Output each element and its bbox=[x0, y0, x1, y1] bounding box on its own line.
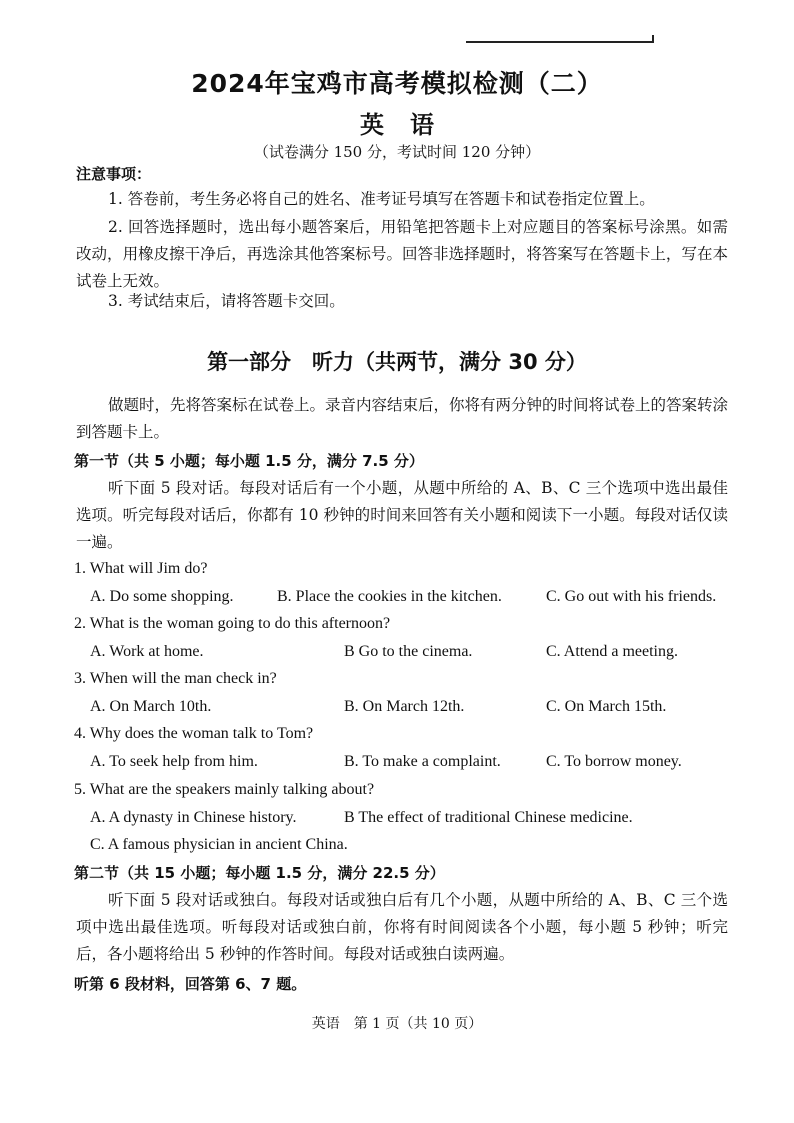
question-5-option-b: B The effect of traditional Chinese medicine. bbox=[344, 809, 633, 826]
question-5-stem: 5. What are the speakers mainly talking about? bbox=[74, 781, 375, 798]
question-2-option-b: B Go to the cinema. bbox=[344, 643, 473, 660]
question-4-option-a: A. To seek help from him. bbox=[90, 753, 258, 770]
section2-instructions: 听下面 5 段对话或独白。每段对话或独白后有几个小题，从题中所给的 A、B、C 三个选项中选出最佳选项。听每段对话或独白前，你将有时间阅读各个小题，每小题 5 秒钟；听完后，各小题将给出 5 秒钟的作答时间。每段对话或独白读两遍。 bbox=[76, 891, 728, 963]
subject-title: 英语 bbox=[360, 111, 460, 139]
part1-heading: 第一部分 听力（共两节，满分 30 分） bbox=[207, 350, 587, 374]
question-4-option-c: C. To borrow money. bbox=[546, 753, 682, 770]
notice-item-3: 3. 考试结束后，请将答题卡交回。 bbox=[108, 292, 345, 310]
notice-heading: 注意事项： bbox=[76, 165, 152, 183]
question-4-option-b: B. To make a complaint. bbox=[344, 753, 501, 770]
top-rule bbox=[466, 41, 654, 43]
question-5-option-a: A. A dynasty in Chinese history. bbox=[90, 809, 297, 826]
question-3-option-b: B. On March 12th. bbox=[344, 698, 465, 715]
section1-instructions: 听下面 5 段对话。每段对话后有一个小题，从题中所给的 A、B、C 三个选项中选出最佳选项。听完每段对话后，你都有 10 秒钟的时间来回答有关小题和阅读下一小题。每段对话仅读一遍。 bbox=[76, 479, 728, 551]
question-3-stem: 3. When will the man check in? bbox=[74, 670, 277, 687]
question-1-option-b: B. Place the cookies in the kitchen. bbox=[277, 588, 502, 605]
material-6-prompt: 听第 6 段材料，回答第 6、7 题。 bbox=[74, 975, 307, 993]
section2-heading: 第二节（共 15 小题；每小题 1.5 分，满分 22.5 分） bbox=[74, 864, 445, 882]
question-3-option-c: C. On March 15th. bbox=[546, 698, 667, 715]
question-2-stem: 2. What is the woman going to do this afternoon? bbox=[74, 615, 391, 632]
notice-item-1: 1. 答卷前，考生务必将自己的姓名、准考证号填写在答题卡和试卷指定位置上。 bbox=[108, 190, 655, 208]
notice-item-2: 2. 回答选择题时，选出每小题答案后，用铅笔把答题卡上对应题目的答案标号涂黑。如需改动，用橡皮擦干净后，再选涂其他答案标号。回答非选择题时，将答案写在答题卡上，写在本试卷上无效。 bbox=[76, 218, 728, 290]
exam-title: 2024年宝鸡市高考模拟检测（二） bbox=[191, 69, 603, 98]
question-2-option-a: A. Work at home. bbox=[90, 643, 204, 660]
score-info: （试卷满分 150 分，考试时间 120 分钟） bbox=[253, 143, 541, 161]
question-4-stem: 4. Why does the woman talk to Tom? bbox=[74, 725, 314, 742]
section1-heading: 第一节（共 5 小题；每小题 1.5 分，满分 7.5 分） bbox=[74, 452, 424, 470]
question-1-stem: 1. What will Jim do? bbox=[74, 560, 208, 577]
question-1-option-c: C. Go out with his friends. bbox=[546, 588, 717, 605]
question-3-option-a: A. On March 10th. bbox=[90, 698, 212, 715]
part1-intro: 做题时，先将答案标在试卷上。录音内容结束后，你将有两分钟的时间将试卷上的答案转涂到答题卡上。 bbox=[76, 396, 729, 441]
question-1-option-a: A. Do some shopping. bbox=[90, 588, 234, 605]
question-5-option-c: C. A famous physician in ancient China. bbox=[90, 836, 348, 853]
question-2-option-c: C. Attend a meeting. bbox=[546, 643, 678, 660]
page-footer: 英语 第 1 页（共 10 页） bbox=[311, 1016, 483, 1032]
